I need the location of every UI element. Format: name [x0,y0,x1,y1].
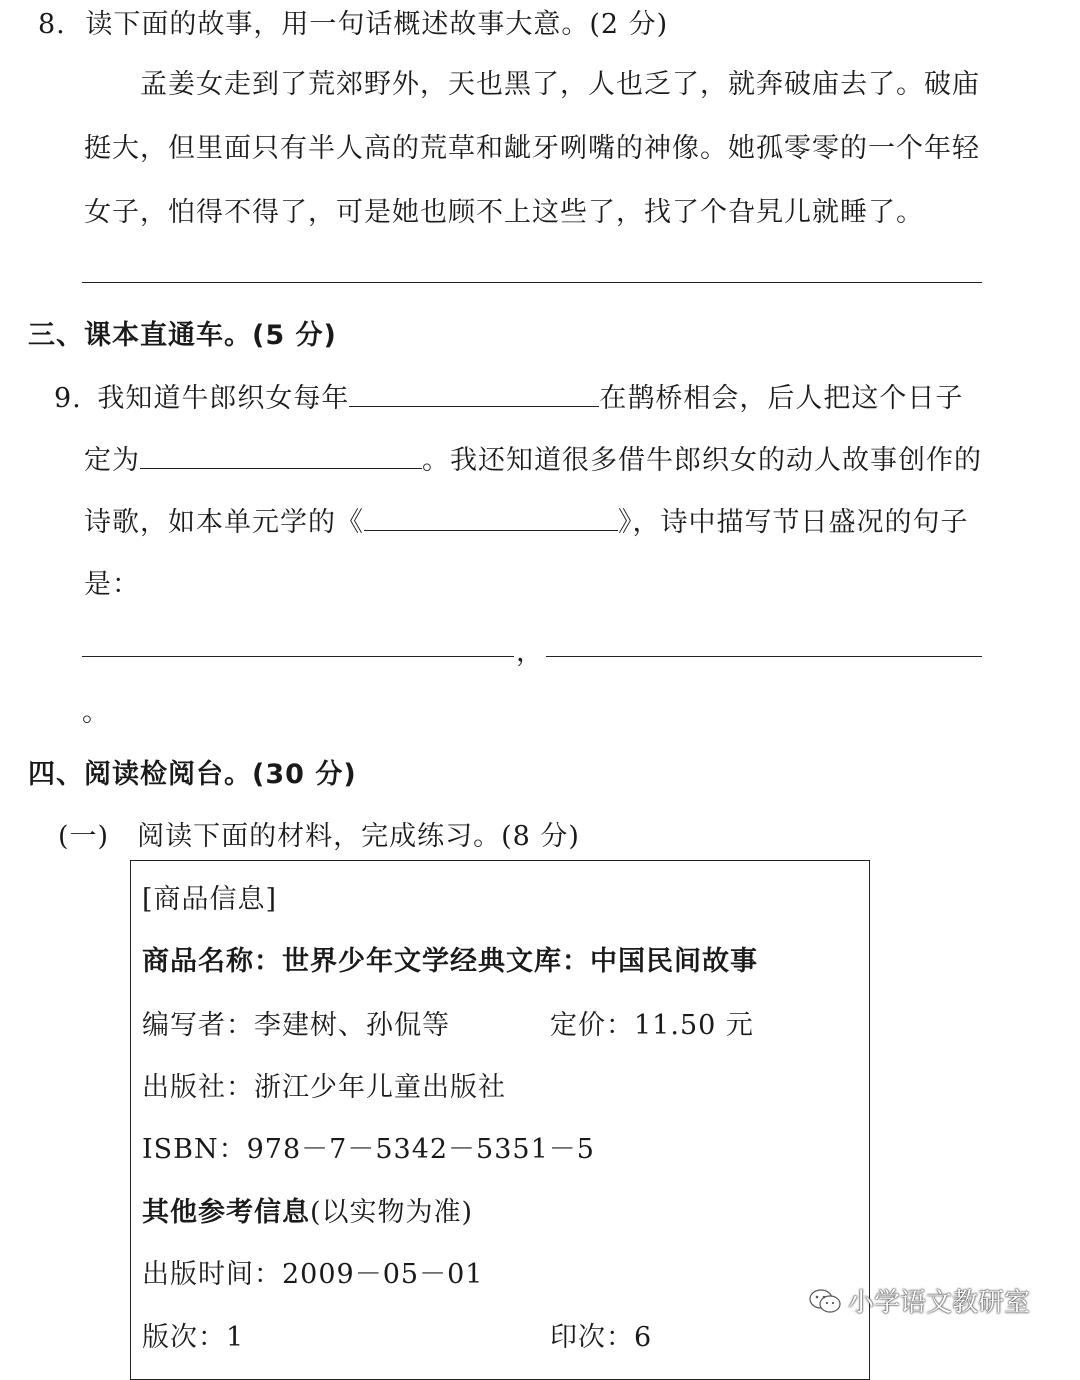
product-name: 商品名称：世界少年文学经典文库：中国民间故事 [142,946,758,977]
product-printing: 印次：6 [550,1322,653,1353]
product-pub-date: 出版时间：2009－05－01 [142,1259,484,1290]
q8-prompt-text: 读下面的故事，用一句话概述故事大意。(2 分) [85,9,669,40]
q8-prompt [38,2,668,41]
product-edition: 版次：1 [142,1322,245,1353]
section-4-part-1: (一) 阅读下面的材料，完成练习。(8 分) [58,821,580,852]
product-other-rest: (以实物为准) [310,1197,474,1228]
wechat-icon [808,1287,842,1315]
product-isbn: ISBN：978－7－5342－5351－5 [142,1134,595,1165]
q9-answer-line-1[interactable] [82,656,514,657]
q9-period: 。 [82,697,110,728]
section-3-heading: 三、课本直通车。(5 分) [28,320,337,351]
q9-blank-festival[interactable] [140,438,422,469]
q9-line-2-b: 。我还知道很多借牛郎织女的动人故事创作的 [422,445,982,476]
q9-answer-line-2[interactable] [546,656,982,657]
q9-line-1 [54,376,963,415]
q9-number: 9. [54,383,82,414]
product-other-bold: 其他参考信息 [142,1197,310,1228]
product-other-info [142,1190,473,1229]
q8-story-line-2: 挺大，但里面只有半人高的荒草和龇牙咧嘴的神像。她孤零零的一个年轻 [84,133,980,164]
product-price: 定价：11.50 元 [550,1010,754,1041]
q9-line-2-a: 定为 [84,445,140,476]
q8-answer-line[interactable] [82,282,982,283]
q9-line-4: 是： [84,569,140,600]
q9-line-3-a: 诗歌，如本单元学的《 [84,507,364,538]
q9-line-3 [84,500,969,539]
product-info-box [130,860,870,1380]
product-author: 编写者：李建树、孙侃等 [142,1010,450,1041]
q9-line-1-a: 我知道牛郎织女每年 [97,383,350,414]
q9-line-2 [84,438,982,477]
q8-number: 8. [38,9,66,40]
watermark-text: 小学语文教研室 [848,1288,1031,1318]
product-publisher: 出版社：浙江少年儿童出版社 [142,1072,506,1103]
section-4-heading: 四、阅读检阅台。(30 分) [28,759,357,790]
q9-line-1-b: 在鹊桥相会，后人把这个日子 [599,383,964,414]
product-header: [商品信息] [142,884,278,915]
watermark [808,1282,1030,1319]
q8-story-line-3: 女子，怕得不得了，可是她也顾不上这些了，找了个旮旯儿就睡了。 [84,197,924,228]
q9-line-3-b: 》，诗中描写节日盛况的句子 [618,507,969,538]
q9-comma: ， [516,637,544,668]
q9-blank-date[interactable] [349,376,599,407]
q9-blank-poem[interactable] [364,500,618,531]
q8-story-line-1: 孟姜女走到了荒郊野外，天也黑了，人也乏了，就奔破庙去了。破庙 [140,69,980,100]
